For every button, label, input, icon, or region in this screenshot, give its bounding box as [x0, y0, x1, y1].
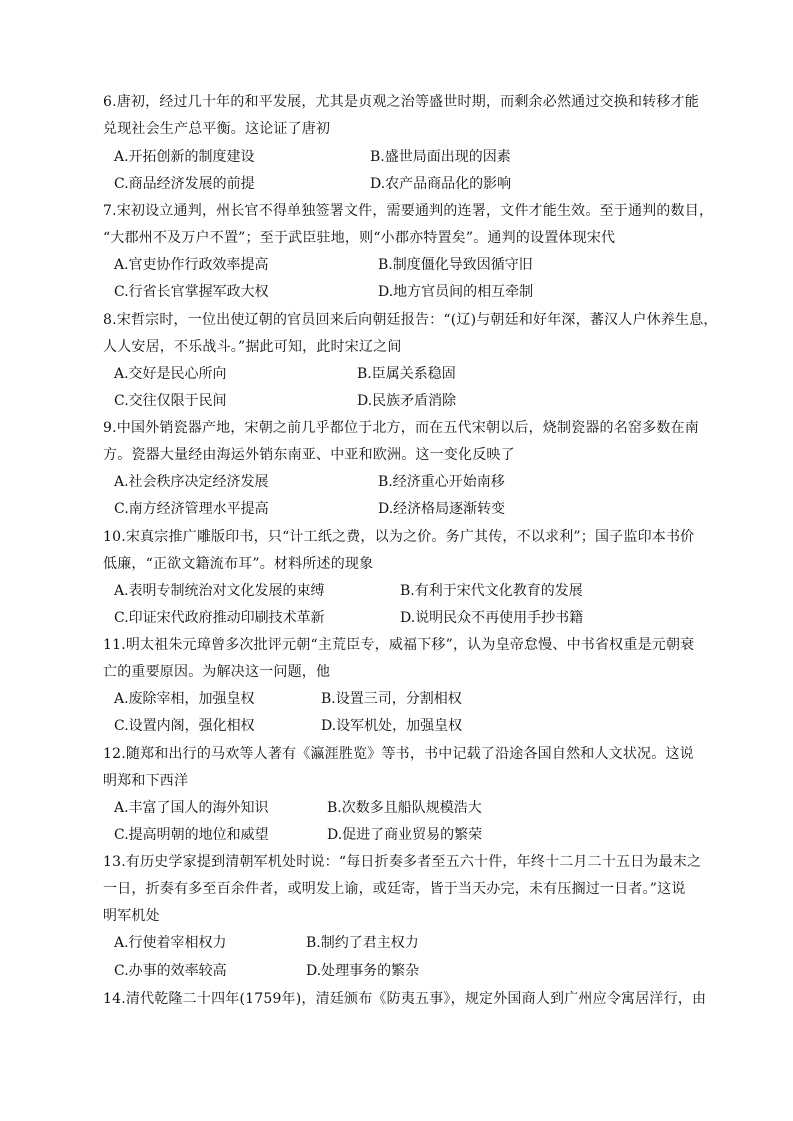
question-10-stem-line-1: 10.宋真宗推广雕版印书，只“计工纸之费，以为之价。务广其传，不以求利”；国子监印本书价	[103, 529, 695, 545]
question-7-option-a: A.官吏协作行政效率提高	[114, 257, 269, 273]
question-10-option-a: A.表明专制统治对文化发展的束缚	[114, 583, 325, 599]
question-13-stem-line-1: 13.有历史学家提到清朝军机处时说：“每日折奏多者至五六十件，年终十二月二十五日为最末之	[103, 854, 702, 870]
question-9-stem-line-1: 9.中国外销瓷器产地，宋朝之前几乎都位于北方，而在五代宋朝以后，烧制瓷器的名窑多数在南	[103, 420, 699, 436]
question-11-option-c: C.设置内阁，强化相权	[114, 718, 255, 734]
question-6-stem-line-2: 兑现社会生产总平衡。这论证了唐初	[103, 121, 331, 137]
question-14-stem-line-1: 14.清代乾隆二十四年(1759年)，清廷颁布《防夷五事》，规定外国商人到广州应令寓居洋行，由	[103, 991, 707, 1007]
question-10-option-c: C.印证宋代政府推动印刷技术革新	[114, 610, 325, 626]
question-7-stem-line-2: “大郡州不及万户不置”；至于武臣驻地，则“小郡亦特置矣”。通判的设置体现宋代	[103, 230, 616, 246]
question-8-stem-line-1: 8.宋哲宗时，一位出使辽朝的官员回来后向朝廷报告：“(辽)与朝廷和好年深，蕃汉人户休养生息，	[103, 312, 718, 328]
question-13-option-c: C.办事的效率较高	[114, 963, 227, 979]
question-8-option-b: B.臣属关系稳固	[357, 366, 456, 382]
question-8-option-a: A.交好是民心所向	[114, 366, 227, 382]
question-8-stem-line-2: 人人安居，不乐战斗。”据此可知，此时宋辽之间	[103, 339, 402, 355]
question-11-stem-line-2: 亡的重要原因。为解决这一问题，他	[103, 664, 331, 680]
question-6-option-c: C.商品经济发展的前提	[114, 176, 255, 192]
question-9-option-b: B.经济重心开始南移	[378, 474, 505, 490]
question-7-option-d: D.地方官员间的相互牵制	[378, 284, 534, 300]
question-13-option-d: D.处理事务的繁杂	[306, 963, 420, 979]
question-8-option-c: C.交往仅限于民间	[114, 393, 227, 409]
question-6-option-b: B.盛世局面出现的因素	[370, 149, 511, 165]
question-6-stem-line-1: 6.唐初，经过几十年的和平发展，尤其是贞观之治等盛世时期，而剩余必然通过交换和转移才能	[103, 94, 699, 110]
question-13-stem-line-2: 一日，折奏有多至百余件者，或明发上谕，或廷寄，皆于当天办完，未有压搁过一日者。”这说	[103, 881, 686, 897]
question-6-option-a: A.开拓创新的制度建设	[114, 149, 255, 165]
question-12-stem-line-1: 12.随郑和出行的马欢等人著有《瀛涯胜览》等书，书中记载了沿途各国自然和人文状况。这说	[103, 746, 694, 762]
question-12-option-d: D.促进了商业贸易的繁荣	[327, 827, 483, 843]
question-6-option-d: D.农产品商品化的影响	[370, 176, 512, 192]
question-12-option-c: C.提高明朝的地位和威望	[114, 827, 269, 843]
question-11-option-a: A.废除宰相，加强皇权	[114, 691, 255, 707]
question-9-stem-line-2: 方。瓷器大量经由海运外销东南亚、中亚和欧洲。这一变化反映了	[103, 447, 515, 463]
question-11-option-b: B.设置三司，分割相权	[321, 691, 462, 707]
question-9-option-d: D.经济格局逐渐转变	[378, 501, 506, 517]
question-12-option-b: B.次数多且船队规模浩大	[327, 800, 482, 816]
question-13-stem-line-3: 明军机处	[103, 908, 160, 924]
question-9-option-a: A.社会秩序决定经济发展	[114, 474, 269, 490]
question-11-stem-line-1: 11.明太祖朱元璋曾多次批评元朝“主荒臣专，威福下移”，认为皇帝怠慢、中书省权重是元朝衰	[103, 637, 695, 653]
question-9-option-c: C.南方经济管理水平提高	[114, 501, 269, 517]
question-10-stem-line-2: 低廉，“正欲文籍流布耳”。材料所述的现象	[103, 556, 374, 572]
question-10-option-d: D.说明民众不再使用手抄书籍	[400, 610, 584, 626]
question-12-stem-line-2: 明郑和下西洋	[103, 773, 189, 789]
question-11-option-d: D.设军机处，加强皇权	[321, 718, 463, 734]
question-10-option-b: B.有利于宋代文化教育的发展	[400, 583, 583, 599]
question-7-option-c: C.行省长官掌握军政大权	[114, 284, 269, 300]
question-7-option-b: B.制度僵化导致因循守旧	[378, 257, 533, 273]
question-13-option-a: A.行使着宰相权力	[114, 935, 227, 951]
question-12-option-a: A.丰富了国人的海外知识	[114, 800, 269, 816]
question-13-option-b: B.制约了君主权力	[306, 935, 419, 951]
question-7-stem-line-1: 7.宋初设立通判，州长官不得单独签署文件，需要通判的连署，文件才能生效。至于通判的数目，	[103, 203, 714, 219]
question-8-option-d: D.民族矛盾消除	[357, 393, 457, 409]
